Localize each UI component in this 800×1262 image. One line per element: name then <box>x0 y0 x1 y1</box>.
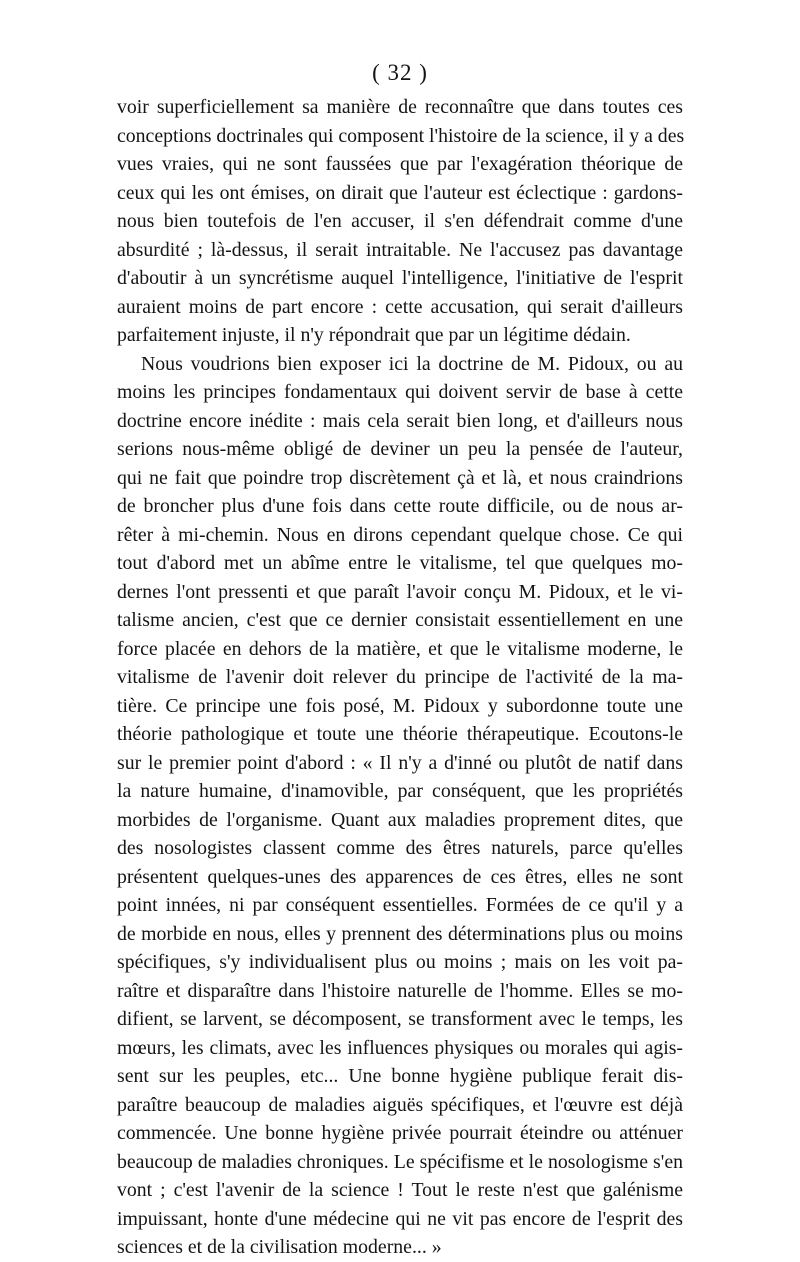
text-line: de morbide en nous, elles y prennent des déterminations plus ou moins <box>117 922 683 945</box>
text-line: moins les principes fondamentaux qui doivent servir de base à cette <box>117 381 683 403</box>
text-line: parfaitement injuste, il n'y répondrait que par un légitime dédain. <box>117 324 631 346</box>
text-line: sur le premier point d'abord : « Il n'y a d'inné ou plutôt de natif dans <box>117 751 683 774</box>
text-line: vues vraies, qui ne sont faussées que par l'exagération théorique de <box>117 153 683 175</box>
text-line: rêter à mi-chemin. Nous en dirons cependant quelque chose. Ce qui <box>117 523 683 546</box>
text-line: Nous voudrions bien exposer ici la doctrine de M. Pidoux, ou au <box>141 352 683 375</box>
text-line: force placée en dehors de la matière, et que le vitalisme moderne, le <box>117 637 683 660</box>
text-line: point innées, ni par conséquent essentielles. Formées de ce qu'il y a <box>117 894 683 916</box>
text-line: la nature humaine, d'inamovible, par conséquent, que les propriétés <box>117 780 683 802</box>
text-line: talisme ancien, c'est que ce dernier consistait essentiellement en une <box>117 609 683 631</box>
text-line: théorie pathologique et toute une théorie thérapeutique. Ecoutons-le <box>117 723 683 745</box>
text-line: vitalisme de l'avenir doit relever du principe de l'activité de la ma- <box>117 666 683 688</box>
text-line: difient, se larvent, se décomposent, se transforment avec le temps, les <box>117 1008 683 1030</box>
text-line: d'aboutir à un syncrétisme auquel l'intelligence, l'initiative de l'esprit <box>117 267 683 289</box>
text-line: dernes l'ont pressenti et que paraît l'avoir conçu M. Pidoux, et le vi- <box>117 580 683 603</box>
text-line: commencée. Une bonne hygiène privée pourrait éteindre ou atténuer <box>117 1122 683 1144</box>
text-line: doctrine encore inédite : mais cela serait bien long, et d'ailleurs nous <box>117 409 683 432</box>
text-line: présentent quelques-unes des apparences de ces êtres, elles ne sont <box>117 865 683 888</box>
text-line: beaucoup de maladies chroniques. Le spécifisme et le nosologisme s'en <box>117 1150 683 1173</box>
text-line: paraître beaucoup de maladies aiguës spécifiques, et l'œuvre est déjà <box>117 1093 683 1116</box>
text-line: morbides de l'organisme. Quant aux maladies proprement dites, que <box>117 808 683 831</box>
body-text <box>117 93 683 1262</box>
text-line: des nosologistes classent comme des êtres naturels, parce qu'elles <box>117 837 683 859</box>
text-line: conceptions doctrinales qui composent l'histoire de la science, il y a des <box>117 124 685 147</box>
text-line: voir superficiellement sa manière de reconnaître que dans toutes ces <box>117 96 683 118</box>
page-number: ( 32 ) <box>372 60 428 85</box>
text-line: de broncher plus d'une fois dans cette route difficile, ou de nous ar- <box>117 495 683 517</box>
text-line: tout d'abord met un abîme entre le vitalisme, tel que quelques mo- <box>117 552 683 574</box>
text-line: qui ne fait que poindre trop discrètement çà et là, et nous craindrions <box>117 466 683 489</box>
text-line: auraient moins de part encore : cette accusation, qui serait d'ailleurs <box>117 295 683 318</box>
text-line: sent sur les peuples, etc... Une bonne hygiène publique ferait dis- <box>117 1065 683 1087</box>
text-line: ceux qui les ont émises, on dirait que l'auteur est éclectique : gardons- <box>117 181 683 204</box>
text-line: serions nous-même obligé de deviner un peu la pensée de l'auteur, <box>117 438 683 460</box>
text-line: tière. Ce principe une fois posé, M. Pidoux y subordonne toute une <box>117 694 683 717</box>
text-line: raître et disparaître dans l'histoire naturelle de l'homme. Elles se mo- <box>117 979 683 1002</box>
text-line: nous bien toutefois de l'en accuser, il s'en défendrait comme d'une <box>117 210 683 232</box>
text-line: mœurs, les climats, avec les influences physiques ou morales qui agis- <box>117 1036 683 1059</box>
text-line: absurdité ; là-dessus, il serait intraitable. Ne l'accusez pas davantage <box>117 238 683 261</box>
text-line: impuissant, honte d'une médecine qui ne vit pas encore de l'esprit des <box>117 1207 683 1230</box>
text-line: sciences et de la civilisation moderne... » <box>117 1236 442 1258</box>
text-line: spécifiques, s'y individualisent plus ou moins ; mais on les voit pa- <box>117 951 683 973</box>
text-line: vont ; c'est l'avenir de la science ! Tout le reste n'est que galénisme <box>117 1179 683 1201</box>
